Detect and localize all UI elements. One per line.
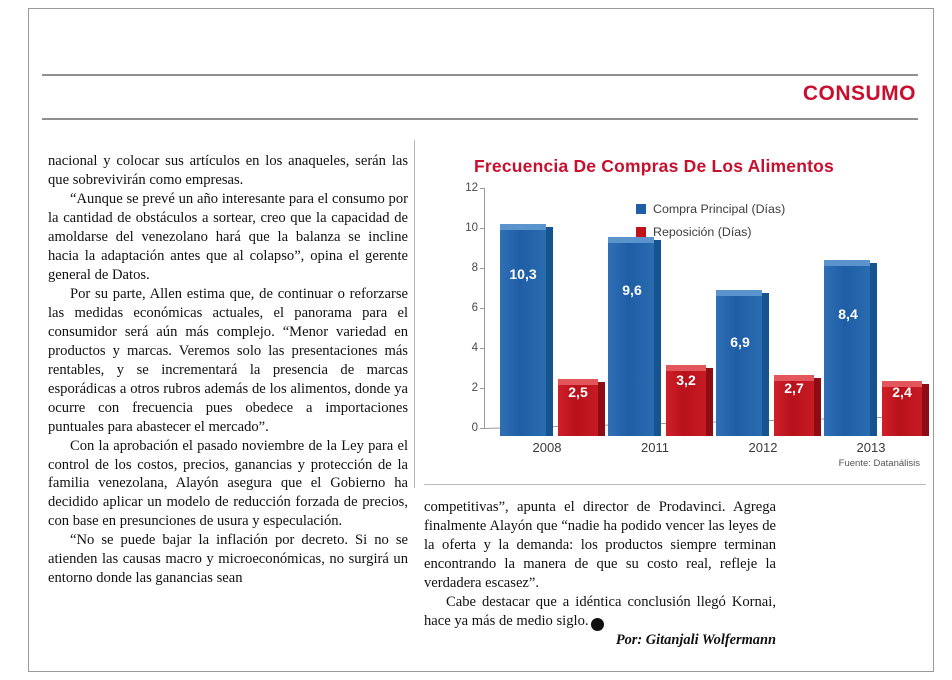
legend-item-reposicion (636, 225, 785, 239)
bar-value-label: 3,2 (676, 372, 696, 388)
end-mark-icon: G (591, 618, 604, 631)
legend-label: Compra Principal (Días) (653, 202, 786, 216)
y-tick-label: 12 (465, 182, 478, 194)
bar-value-label: 10,3 (509, 266, 537, 282)
paragraph (424, 593, 776, 631)
page-border-right (933, 8, 934, 672)
page-border-bottom (28, 671, 934, 672)
bar-compra-principal-2011 (608, 237, 654, 436)
paragraph: “No se puede bajar la inflación por decreto. Si no se atienden las causas macro y microeconómicas, no surgirá un entorno donde las ganancias sean (48, 532, 408, 587)
y-tick-mark (480, 228, 485, 229)
chart-source: Fuente: Datanálisis (838, 458, 920, 469)
page-border-left (28, 8, 29, 672)
legend-swatch-red-icon (636, 227, 646, 237)
article-left-column (48, 152, 408, 588)
legend-label: Reposición (Días) (653, 225, 752, 239)
y-tick-mark (480, 308, 485, 309)
bar-value-label: 2,7 (784, 380, 804, 396)
y-tick-mark (480, 348, 485, 349)
byline: Por: Gitanjali Wolfermann (615, 631, 776, 648)
paragraph: nacional y colocar sus artículos en los anaqueles, serán las que sobrevivirán como empresas. (48, 153, 408, 188)
y-tick-mark (480, 188, 485, 189)
bar-side-face (654, 240, 661, 436)
bar-value-label: 2,4 (892, 384, 912, 400)
section-title: CONSUMO (802, 82, 916, 105)
page-border-top (28, 8, 934, 9)
y-tick-label: 0 (471, 422, 478, 434)
paragraph: Con la aprobación el pasado noviembre de la Ley para el control de los costos, precios, ganancias y protección de la familia venezolana, Alayón asegura que el Gobierno ha decidido aplicar un modelo de reducción forzada de precios, con base en presunciones de usura y especulación. (48, 437, 408, 530)
y-tick-label: 2 (471, 382, 478, 394)
bar-value-label: 8,4 (838, 306, 858, 322)
chart-bottom-rule (424, 484, 926, 485)
bar-front-face (608, 243, 654, 436)
paragraph: Por su parte, Allen estima que, de continuar o reforzarse las medidas económicas actuales, el panorama para el consumidor será aún más complejo. “Menor variedad en productos y marcas. Veremos solo las presentaciones más rentables, y se incrementará la presencia de marcas esporádicas a otros rubros además de los alimentos, donde ya ocurre con frecuencia pues obedece a importaciones puntuales para abastecer el mercado”. (48, 285, 408, 435)
header-rule-top (42, 74, 918, 76)
y-tick-mark (480, 268, 485, 269)
bar-side-face (870, 263, 877, 436)
bar-front-face (824, 266, 870, 436)
chart-title: Frecuencia De Compras De Los Alimentos (474, 156, 834, 176)
y-tick-label: 10 (465, 222, 478, 234)
y-tick-label: 6 (471, 302, 478, 314)
x-tick-label: 2013 (856, 440, 886, 455)
x-tick-label: 2011 (641, 440, 669, 455)
header-rule-bottom (42, 118, 918, 120)
legend-item-compra-principal (636, 202, 785, 216)
paragraph-text: Cabe destacar que a idéntica conclusión llegó Kornai, hace ya más de medio siglo. (424, 593, 776, 629)
column-divider (414, 140, 415, 488)
bar-value-label: 6,9 (730, 334, 750, 350)
bar-compra-principal-2012 (716, 290, 762, 436)
paragraph: “Aunque se prevé un año interesante para el consumo por la cantidad de obstáculos a sortear, creo que la capacidad de amoldarse del venezolano hará que la balanza se incline hacia la adaptación antes que al colapso”, opina el gerente general de Datos. (48, 190, 408, 283)
bar-front-face (716, 296, 762, 436)
y-tick-label: 8 (471, 262, 478, 274)
bar-side-face (546, 227, 553, 436)
article-bottom-right-column (424, 498, 776, 650)
bar-side-face (762, 293, 769, 436)
bar-compra-principal-2008 (500, 224, 546, 436)
bar-compra-principal-2013 (824, 260, 870, 436)
bar-value-label: 2,5 (568, 384, 588, 400)
chart-panel (424, 140, 928, 484)
x-tick-label: 2008 (532, 440, 562, 455)
y-tick-mark (480, 388, 485, 389)
chart-legend (636, 202, 785, 248)
x-tick-label: 2012 (748, 440, 778, 455)
y-tick-label: 4 (471, 342, 478, 354)
bar-front-face (500, 230, 546, 436)
paragraph: competitivas”, apunta el director de Prodavinci. Agrega finalmente Alayón que “nadie ha podido vencer las leyes de la oferta y la demanda: los productos siempre terminan encontrando la manera de que su costo real, refleje la verdadera escasez”. (424, 499, 776, 591)
bar-value-label: 9,6 (622, 282, 642, 298)
y-tick-mark (480, 428, 485, 429)
legend-swatch-blue-icon (636, 204, 646, 214)
